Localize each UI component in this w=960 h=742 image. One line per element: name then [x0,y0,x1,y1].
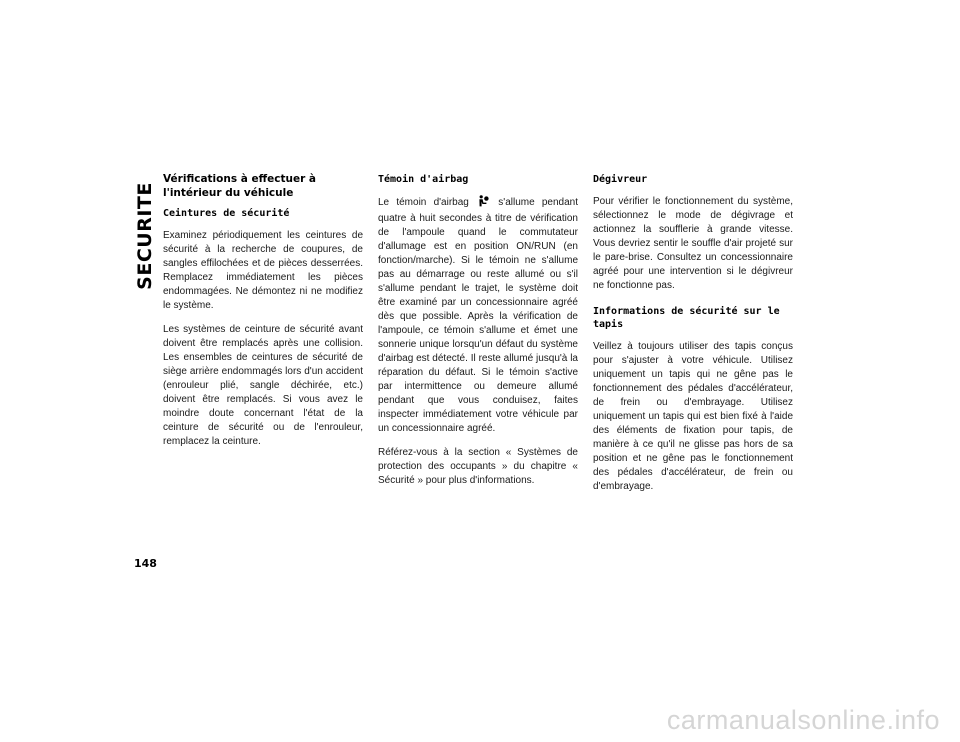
column-1 [163,172,363,459]
column-3 [593,172,793,504]
chapter-side-tab [133,168,157,303]
paragraph-airbag-light-1 [378,195,578,436]
airbag-text-before-icon: Le témoin d'airbag [378,197,469,208]
column-2 [378,172,578,498]
airbag-text-after-icon: s'allume pendant quatre à huit secondes à titre de vérification de l'ampoule quand le commutateur d'allumage est en position ON/RUN (en fonction/marche). Si le témoin ne s'allume pas au démarrage ou reste allumé ou s'il s'allume pendant le trajet, le système doit être examiné par un concessionnaire agréé dès que possible. Après la vérification de l'ampoule, ce témoin s'allume et émet une sonnerie unique lorsqu'un défaut du système d'airbag est détecté. Il reste allumé jusqu'à la réparation du défaut. Si le témoin s'active par intermittence ou demeure allumé pendant que vous conduisez, faites inspecter immédiatement votre véhicule par un concessionnaire agréé. [378,197,579,434]
watermark-text: carmanualsonline.info [666,705,940,735]
heading-airbag-light: Témoin d'airbag [378,174,469,185]
paragraph-seat-belts-1: Examinez périodiquement les ceintures de sécurité à la recherche de coupures, de sangles effilochées et de pièces desserrées. Remplacez immédiatement les pièces endommagées. Ne démontez ni ne modifiez le système. [163,230,363,311]
heading-floor-mat-safety: Informations de sécurité sur le tapis [593,306,780,330]
section-title-interior-checks: Vérifications à effectuer à l'intérieur du véhicule [163,173,317,199]
page-number: 148 [134,557,157,570]
airbag-warning-icon [478,195,489,212]
paragraph-seat-belts-2: Les systèmes de ceinture de sécurité avant doivent être remplacés après une collision. Les ensembles de ceintures de sécurité de siège arrière endommagés lors d'un accident (enrouleur plié, sangle déchirée, etc.) doivent être remplacés. Si vous avez le moindre doute concernant l'état de la ceinture de sécurité ou de l'enrouleur, remplacez la ceinture. [163,324,363,447]
chapter-side-tab-label: SECURITE [134,181,156,290]
paragraph-airbag-light-2: Référez-vous à la section « Systèmes de protection des occupants » du chapitre « Sécurité » pour plus d'informations. [378,447,578,486]
paragraph-defroster: Pour vérifier le fonctionnement du système, sélectionnez le mode de dégivrage et actionnez la soufflerie à grande vitesse. Vous devriez sentir le souffle d'air projeté sur le pare-brise. Consultez un concessionnaire agréé pour une intervention si le dégivreur ne fonctionne pas. [593,196,793,291]
heading-seat-belts: Ceintures de sécurité [163,208,290,219]
heading-defroster: Dégivreur [593,174,648,185]
paragraph-floor-mat-safety: Veillez à toujours utiliser des tapis conçus pour s'ajuster à votre véhicule. Utilisez uniquement un tapis qui ne gêne pas le fonctionnement des pédales d'accélérateur, de frein ou d'embrayage. Utilisez uniquement un tapis qui est bien fixé à l'aide des éléments de fixation pour tapis, de manière à ce qu'il ne glisse pas hors de sa position et ne gêne pas le fonctionnement des pédales d'accélérateur, de frein ou d'embrayage. [593,341,793,492]
